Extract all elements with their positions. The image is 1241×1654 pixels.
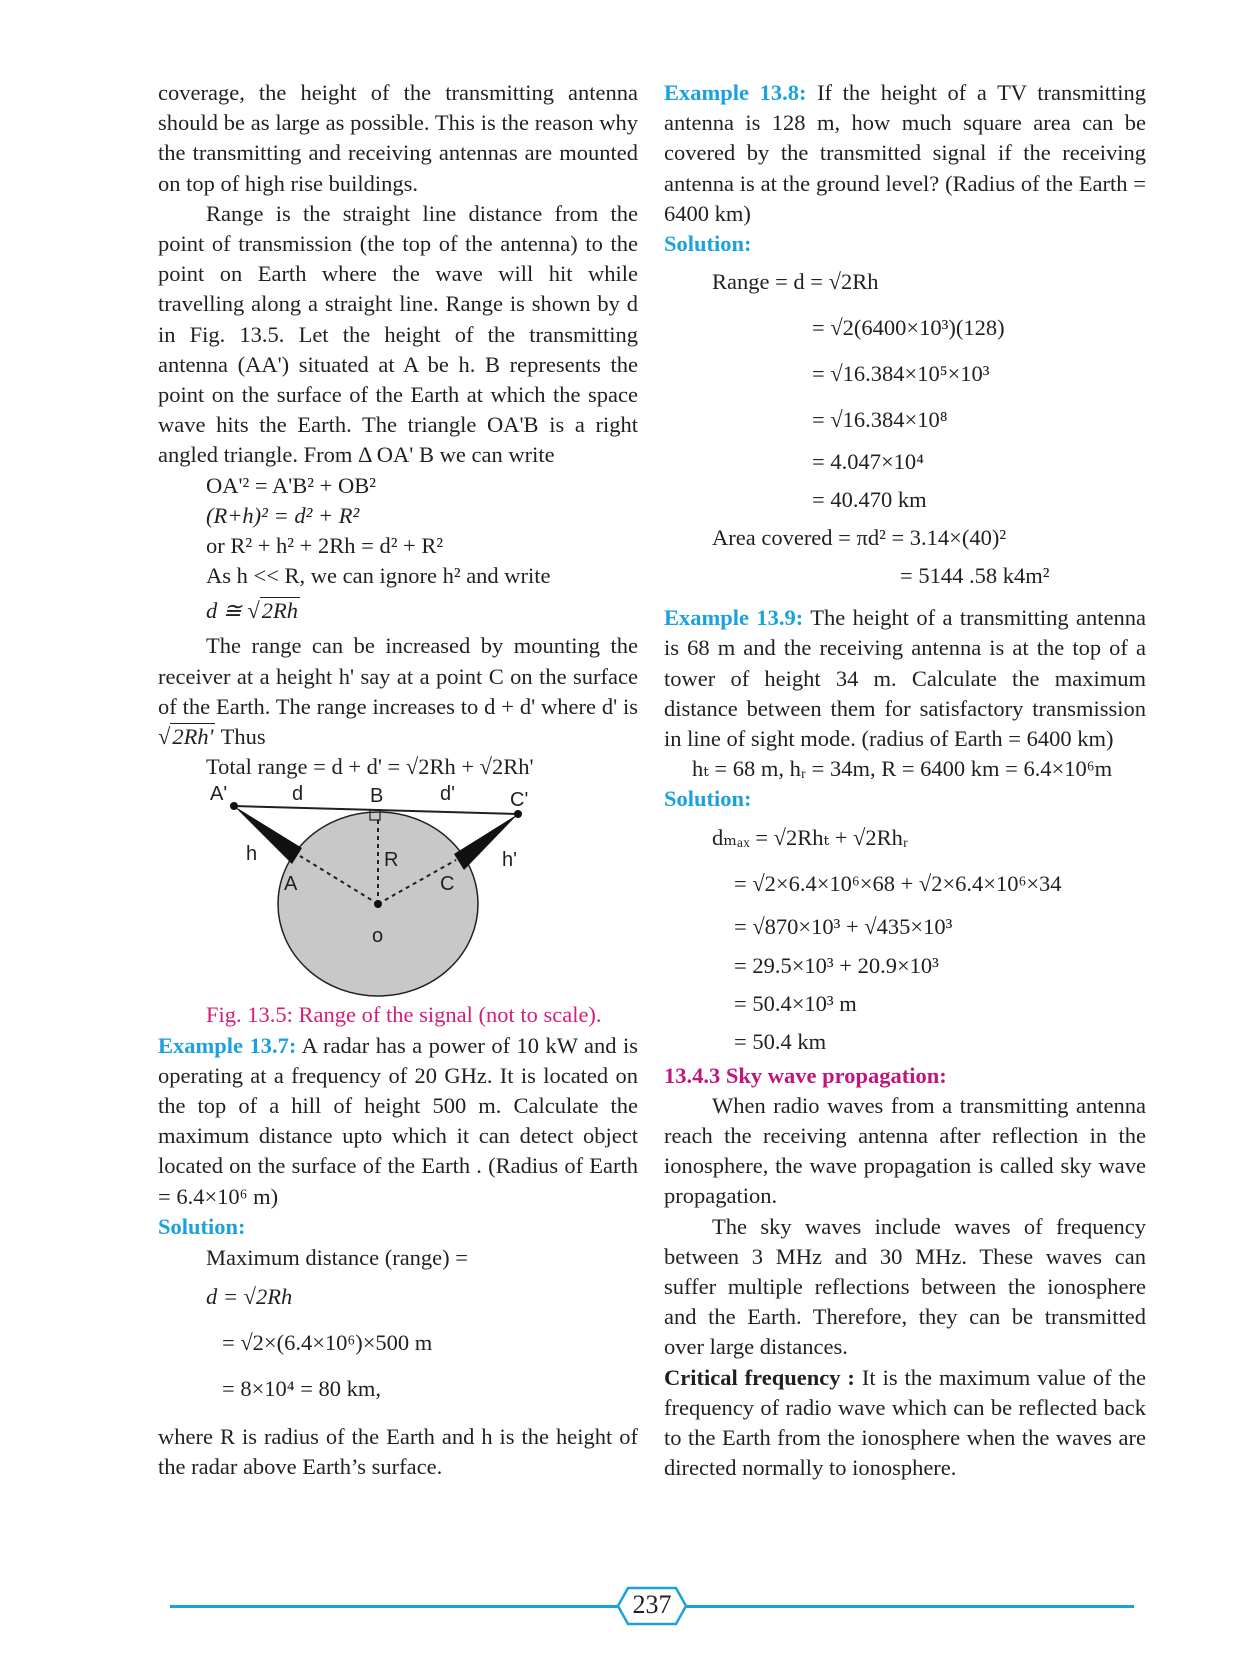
figure-caption: Fig. 13.5: Range of the signal (not to scale).	[206, 1002, 602, 1028]
equation-range-result	[158, 591, 638, 631]
given-values: hₜ = 68 m, hᵣ = 34m, R = 6400 km = 6.4×10⁶m	[692, 756, 1113, 782]
equation-range-radicand: 2Rh	[261, 598, 298, 624]
solution-13-8-steps	[664, 259, 1146, 595]
paragraph-range-definition: Range is the straight line distance from the point of transmission (the top of the antenna) to the point on Earth where the wave will hit while travelling along a straight line. Range is shown by d in Fig. 13.5. Let the height of the transmitting antenna (AA') situated at A be h. B represents the point on the surface of the Earth at which the space wave hits the Earth. The triangle OA'B is a right angled triangle. From Δ OA' B we can write	[158, 200, 638, 468]
footer-rule-right	[686, 1605, 1134, 1608]
solution-13-7-steps	[158, 1242, 638, 1412]
critical-frequency-label: Critical frequency :	[664, 1364, 855, 1390]
paragraph-increase-range-b: Thus	[215, 724, 266, 750]
step-formula: d = √2Rh	[206, 1284, 293, 1310]
equation-total-range: Total range = d + d' = √2Rh + √2Rh'	[206, 754, 534, 780]
paragraph-increase-range-radicand: 2Rh'	[172, 724, 214, 750]
example-13-7-text: A radar has a power of 10 kW and is operating at a frequency of 20 GHz. It is located on the top of a hill of height 500 m. Calculate the maximum distance upto which it can detect object located on the surface of the Earth . (Radius of Earth = 6.4×10⁶ m)	[158, 1032, 639, 1209]
paragraph-coverage: coverage, the height of the transmitting antenna should be as large as possible. This is the reason why the transmitting and receiving antennas are mounted on top of high rise buildings.	[158, 80, 638, 196]
footer-rule-left	[170, 1605, 618, 1608]
paragraph-where: where R is radius of the Earth and h is the height of the radar above Earth’s surface.	[158, 1424, 638, 1480]
section-heading: 13.4.3 Sky wave propagation:	[664, 1062, 947, 1088]
example-13-8-label: Example 13.8:	[664, 80, 807, 105]
dmax-step-6: = 50.4 km	[734, 1028, 827, 1054]
paragraph-sky-wave-2: The sky waves include waves of frequency between 3 MHz and 30 MHz. These waves can suffer multiple reflections between the ionosphere and the Earth. Therefore, they can be transmitted over large distances.	[664, 1213, 1146, 1360]
example-13-8	[664, 78, 1146, 229]
example-13-9	[664, 603, 1146, 754]
dmax-step-1: dₘₐₓ = √2Rhₜ + √2Rhᵣ	[712, 824, 909, 850]
label-h: h	[246, 843, 258, 866]
example-13-8-text: If the height of a TV transmitting antenna is 128 m, how much square area can be covered by the transmitted signal if the receiving antenna is at the ground level? (Radius of the Earth = 6400 km)	[664, 80, 1146, 226]
dmax-step-4: = 29.5×10³ + 20.9×10³	[734, 952, 939, 978]
label-c: C	[440, 873, 455, 896]
paragraph-sky-wave-1: When radio waves from a transmitting antenna reach the receiving antenna after reflection in the ionosphere, the wave propagation is called sky wave propagation.	[664, 1092, 1146, 1209]
page-footer	[170, 1586, 1134, 1626]
example-13-9-text: The height of a transmitting antenna is 68 m and the receiving antenna is at the top of a tower of height 34 m. Calculate the maximum distance between them for satisfactory transmission in line of sight mode. (radius of Earth = 6400 km)	[664, 605, 1146, 752]
label-b: B	[370, 785, 384, 808]
left-column	[158, 78, 638, 1483]
example-13-9-label: Example 13.9:	[664, 605, 804, 631]
equation-expanded: (R+h)² = d² + R²	[206, 502, 360, 528]
equation-pythagoras: OA'² = A'B² + OB²	[206, 472, 376, 498]
antenna-left	[234, 806, 302, 864]
range-step-4: = √16.384×10⁸	[812, 407, 948, 433]
equation-approximation-text: As h << R, we can ignore h² and write	[206, 563, 551, 589]
label-a: A	[284, 873, 298, 896]
range-step-3: = √16.384×10⁵×10³	[812, 361, 990, 387]
range-step-6: = 40.470 km	[812, 487, 927, 513]
right-column	[664, 78, 1146, 1483]
equation-simplified: or R² + h² + 2Rh = d² + R²	[206, 533, 444, 559]
dmax-step-5: = 50.4×10³ m	[734, 990, 857, 1016]
area-step-1: Area covered = πd² = 3.14×(40)²	[712, 525, 1007, 551]
center-point	[374, 900, 382, 908]
label-c-prime: C'	[510, 789, 529, 812]
paragraph-critical-frequency	[664, 1363, 1146, 1484]
point-c-prime	[514, 810, 522, 818]
solution-label-1: Solution:	[158, 1213, 246, 1239]
label-h-prime: h'	[502, 849, 517, 872]
label-r: R	[384, 849, 399, 872]
example-13-7	[158, 1031, 638, 1212]
label-d: d	[292, 783, 304, 806]
range-step-2: = √2(6400×10³)(128)	[812, 315, 1005, 341]
equation-range-lhs: d ≅ √	[206, 598, 260, 624]
solution-label-3: Solution:	[664, 786, 752, 812]
range-step-5: = 4.047×10⁴	[812, 449, 924, 475]
step-substitution: = √2×(6.4×10⁶)×500 m	[222, 1330, 433, 1356]
step-result: = 8×10⁴ = 80 km,	[222, 1376, 382, 1402]
paragraph-increase-range	[158, 631, 638, 752]
page-number: 237	[632, 1590, 672, 1619]
paragraph-increase-range-a: The range can be increased by mounting the receiver at a height h' say at a point C on the surface of the Earth. The range increases to d + d' where d' is √	[158, 633, 638, 750]
dmax-step-2: = √2×6.4×10⁶×68 + √2×6.4×10⁶×34	[734, 870, 1062, 896]
point-a-prime	[230, 802, 238, 810]
label-a-prime: A'	[210, 783, 228, 806]
example-13-7-label: Example 13.7:	[158, 1032, 297, 1058]
label-d-prime: d'	[440, 783, 455, 806]
area-step-2: = 5144 .58 k4m²	[900, 563, 1050, 589]
range-step-1: Range = d = √2Rh	[712, 269, 879, 295]
critical-frequency-text: It is the maximum value of the frequency of radio wave which can be reflected back to the Earth from the ionosphere when the waves are directed normally to ionosphere.	[664, 1364, 1146, 1481]
label-o: o	[372, 925, 384, 948]
dmax-step-3: = √870×10³ + √435×10³	[734, 913, 953, 939]
solution-label-2: Solution:	[664, 231, 752, 257]
step-max-distance: Maximum distance (range) =	[206, 1245, 468, 1271]
range-figure	[210, 783, 558, 994]
solution-13-9-steps	[664, 815, 1146, 1061]
